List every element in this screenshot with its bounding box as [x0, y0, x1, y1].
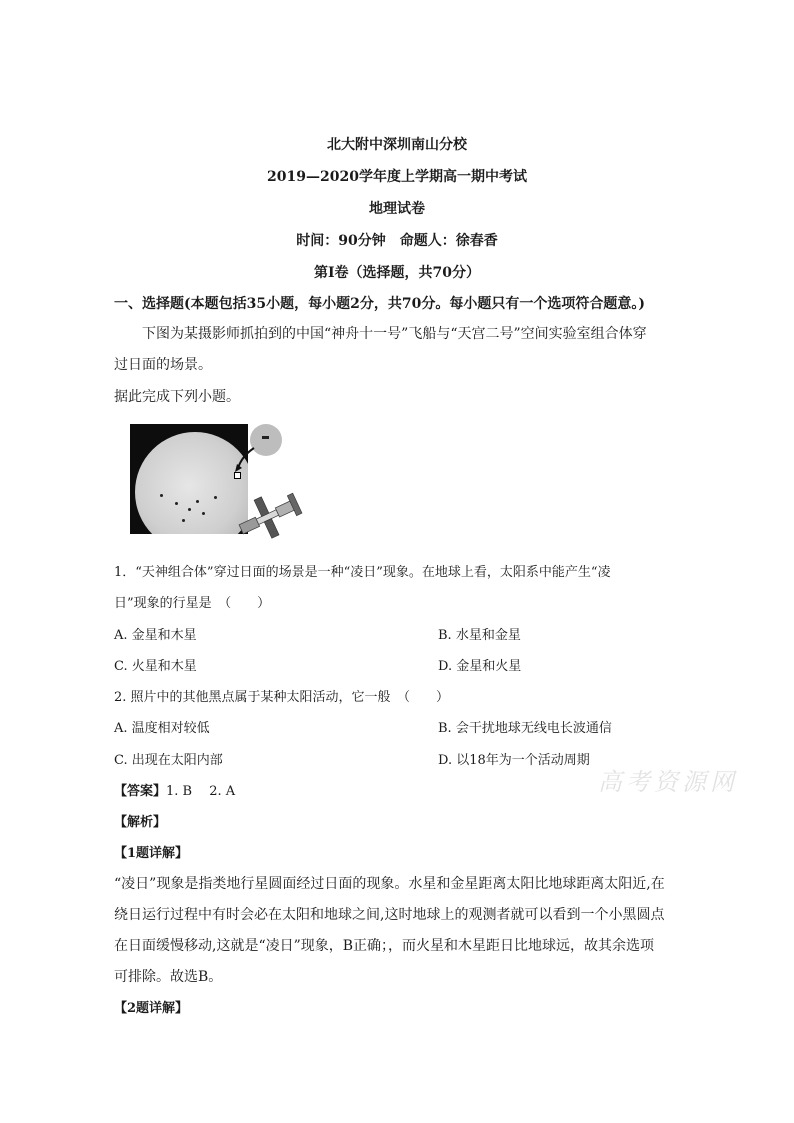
watermark: 高考资源网 [598, 768, 738, 796]
intro-line-2: 过日面的场景。 [114, 357, 212, 373]
sunspot [202, 512, 205, 515]
q2-option-d: D. 以18年为一个活动周期 [438, 753, 590, 768]
q2-option-c: C. 出现在太阳内部 [114, 753, 223, 768]
intro-line-3: 据此完成下列小题。 [114, 389, 240, 405]
exam-meta: 时间：90分钟 命题人：徐春香 [296, 233, 498, 249]
q1-option-b: B. 水星和金星 [438, 628, 521, 643]
q2-option-a: A. 温度相对较低 [114, 721, 210, 736]
sunspot [196, 500, 199, 503]
zoom-circle [250, 424, 282, 456]
sun-transit-photo [130, 424, 248, 534]
q1-stem-line-1: 1．“天神组合体”穿过日面的场景是一种“凌日”现象。在地球上看，太阳系中能产生“凌 [114, 565, 611, 580]
intro-line-1: 下图为某摄影师抓拍到的中国“神舟十一号”飞船与“天宫二号”空间实验室组合体穿 [142, 326, 647, 342]
sunspot [188, 508, 191, 511]
answer-label: 【答案】 [114, 784, 167, 799]
volume-title: 第Ⅰ卷（选择题，共70分） [313, 265, 481, 281]
sunspot [160, 494, 163, 497]
q2-option-b: B. 会干扰地球无线电长波通信 [438, 721, 612, 736]
q1-stem-line-2: 日”现象的行星是 （ ） [114, 596, 271, 611]
detail1-line-2: 绕日运行过程中有时会必在太阳和地球之间,这时地球上的观测者就可以看到一个小黑圆点 [114, 907, 665, 923]
detail1-label: 【1题详解】 [114, 846, 189, 861]
sunspot [175, 502, 178, 505]
answer-line [114, 780, 235, 799]
tiny-spacecraft [262, 436, 269, 439]
detail2-label: 【2题详解】 [114, 1001, 189, 1016]
spacecraft-icon [232, 484, 306, 540]
arrow-head [235, 464, 242, 472]
analysis-label: 【解析】 [114, 815, 167, 830]
detail1-line-3: 在日面缓慢移动,这就是“凌日”现象，B正确；，而火星和木星距日比地球远，故其余选项 [114, 938, 655, 954]
sunspot [182, 519, 185, 522]
sunspot [214, 496, 217, 499]
spacecraft-inset [232, 420, 312, 540]
q1-option-a: A. 金星和木星 [114, 628, 197, 643]
q2-stem: 2. 照片中的其他黑点属于某种太阳活动，它一般 （ ） [114, 690, 450, 705]
detail1-line-1: “凌日”现象是指类地行星圆面经过日面的现象。水星和金星距离太阳比地球距离太阳近,在 [114, 876, 665, 892]
detail1-line-4: 可排除。故选B。 [114, 969, 223, 985]
q1-option-d: D. 金星和火星 [438, 659, 522, 674]
section-title: 一、选择题(本题包括35小题，每小题2分，共70分。每小题只有一个选项符合题意。) [114, 296, 645, 312]
arrow-line [238, 448, 254, 468]
exam-title: 2019—2020学年度上学期高一期中考试 [267, 169, 527, 185]
answer-text: 1. B 2. A [166, 784, 236, 799]
school-name: 北大附中深圳南山分校 [327, 137, 467, 153]
q1-option-c: C. 火星和木星 [114, 659, 197, 674]
subject-title: 地理试卷 [369, 201, 425, 217]
